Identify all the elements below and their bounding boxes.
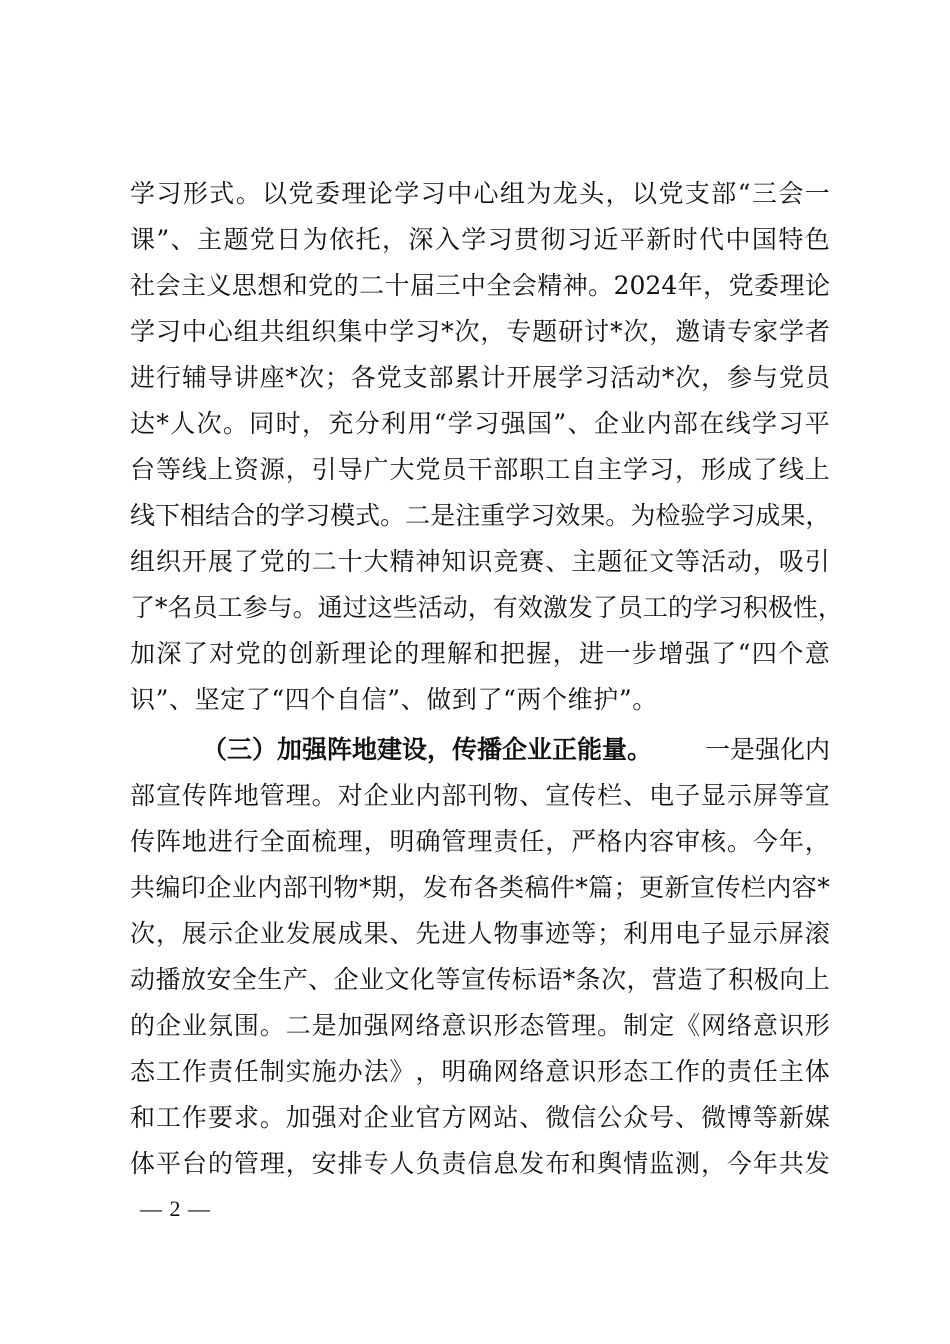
paragraph-line: 共 编 印 企 业 内 部 刊 物 * 期 ， 发 布 各 类 稿 件 * 篇 ； 更 新 宣 传 栏 内 容 * <box>130 873 830 902</box>
paragraph-line: 动 播 放 安 全 生 产 、 企 业 文 化 等 宣 传 标 语 * 条 次 ， 营 造 了 积 极 向 上 <box>130 965 830 994</box>
paragraph-line: 进 行 辅 导 讲 座 * 次 ； 各 党 支 部 累 计 开 展 学 习 活 动 * 次 ， 参 与 党 员 <box>130 363 830 392</box>
paragraph-line: 态 工 作 责 任 制 实 施 办 法 》 ， 明 确 网 络 意 识 形 态 工 作 的 责 任 主 体 <box>130 1057 830 1086</box>
paragraph-line: 体 平 台 的 管 理 ， 安 排 专 人 负 责 信 息 发 布 和 舆 情 监 测 ， 今 年 共 发 <box>130 1149 830 1178</box>
paragraph-line: 的 企 业 氛 围 。 二 是 加 强 网 络 意 识 形 态 管 理 。 制 定 《 网 络 意 识 形 <box>130 1011 830 1040</box>
body-text <box>130 176 843 1192</box>
page-number: — 2 — <box>140 1196 211 1221</box>
paragraph-line: 识 ” 、 坚 定 了 “ 四 个 自 信 ” 、 做 到 了 “ 两 个 维 护 ” 。 <box>130 685 658 714</box>
section-heading-continuation: 一是强化内 <box>704 735 830 764</box>
paragraph-line: 线 下 相 结 合 的 学 习 模 式 。 二 是 注 重 学 习 效 果 。 为 检 验 学 习 成 果 ， <box>130 501 831 530</box>
paragraph-line: 社 会 主 义 思 想 和 党 的 二 十 届 三 中 全 会 精 神 。 2024 年 ， 党 委 理 论 <box>130 271 830 300</box>
paragraph-line: 和 工 作 要 求 。 加 强 对 企 业 官 方 网 站 、 微 信 公 众 号 、 微 博 等 新 媒 <box>130 1103 830 1132</box>
paragraph-line: 台 等 线 上 资 源 ， 引 导 广 大 党 员 干 部 职 工 自 主 学 习 ， 形 成 了 线 上 <box>130 455 830 484</box>
paragraph-line: 组 织 开 展 了 党 的 二 十 大 精 神 知 识 竞 赛 、 主 题 征 文 等 活 动 ， 吸 引 <box>130 547 830 576</box>
paragraph-line: 学 习 中 心 组 共 组 织 集 中 学 习 * 次 ， 专 题 研 讨 * 次 ， 邀 请 专 家 学 者 <box>130 317 830 346</box>
paragraph-line: 加 深 了 对 党 的 创 新 理 论 的 理 解 和 把 握 ， 进 一 步 增 强 了 “ 四 个 意 <box>130 639 830 668</box>
paragraph-line: 部 宣 传 阵 地 管 理 。 对 企 业 内 部 刊 物 、 宣 传 栏 、 电 子 显 示 屏 等 宣 <box>130 781 830 810</box>
paragraph-line: 达 * 人 次 。 同 时 ， 充 分 利 用 “ 学 习 强 国 ” 、 企 业 内 部 在 线 学 习 平 <box>130 409 830 438</box>
section-heading: （三）加强阵地建设，传播企业正能量。 <box>202 735 653 764</box>
paragraph-line: 了 * 名 员 工 参 与 。 通 过 这 些 活 动 ， 有 效 激 发 了 员 工 的 学 习 积 极 性 ， <box>130 593 843 622</box>
paragraph-line: 次 ， 展 示 企 业 发 展 成 果 、 先 进 人 物 事 迹 等 ； 利 用 电 子 显 示 屏 滚 <box>130 919 830 948</box>
paragraph-line: 传 阵 地 进 行 全 面 梳 理 ， 明 确 管 理 责 任 ， 严 格 内 容 审 核 。 今 年 ， <box>130 827 830 856</box>
paragraph-line: 课 ” 、 主 题 党 日 为 依 托 ， 深 入 学 习 贯 彻 习 近 平 新 时 代 中 国 特 色 <box>130 225 830 254</box>
section-heading-line <box>130 732 830 768</box>
paragraph-line: 学 习 形 式 。 以 党 委 理 论 学 习 中 心 组 为 龙 头 ， 以 党 支 部 “ 三 会 一 <box>130 179 830 208</box>
